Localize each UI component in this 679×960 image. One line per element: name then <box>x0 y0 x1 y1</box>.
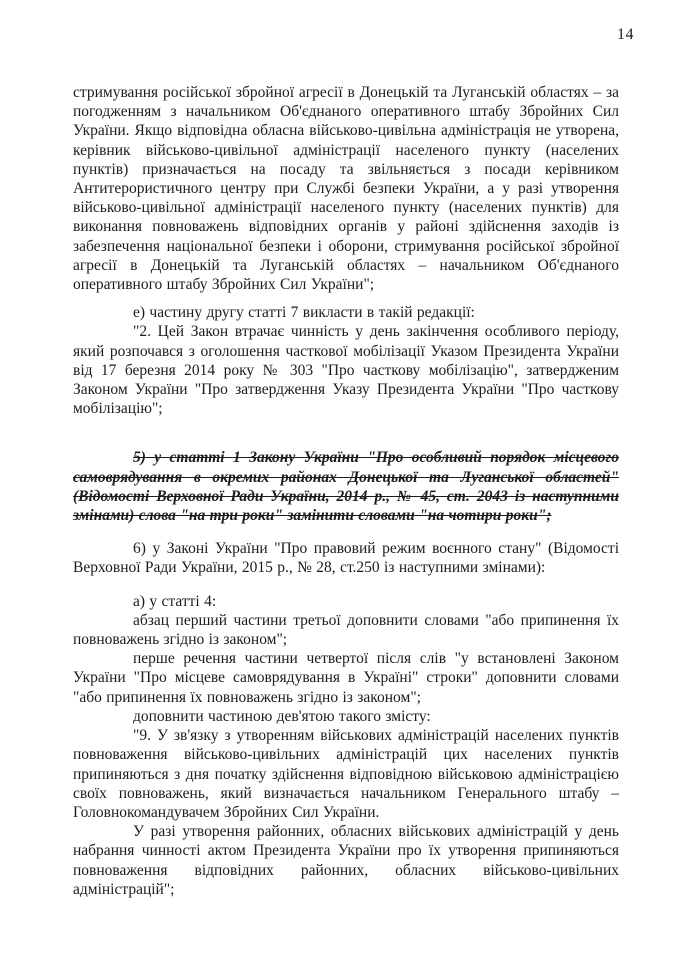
paragraph: абзац перший частини третьої доповнити словами "або припинення їх повноважень згідно із законом"; <box>73 611 619 649</box>
paragraph: а) у статті 4: <box>133 592 217 610</box>
paragraph: "2. Цей Закон втрачає чинність у день закінчення особливого періоду, який розпочався з оголошення часткової мобілізації Указом Президента України від 17 березня 2014 року № 303 "Про часткову мобілізацію", затвердженим Законом України "Про затвердження Указу Президента України "Про часткову мобілізацію"; <box>73 323 619 418</box>
page-number: 14 <box>617 26 634 43</box>
paragraph: 5) у статті 1 Закону України "Про особливий порядок місцевого самоврядування в окремих районах Донецької та Луганської областей" (Відомості Верховної Ради України, 2014 р., № 45, ст. 2043 із наступними змінами) слова "на три роки" замінити словами "на чотири роки"; <box>73 449 619 525</box>
paragraph: "9. У зв'язку з утворенням військових адміністрацій населених пунктів повноваження військово-цивільних адміністрацій цих населених пунктів припиняються з дня початку здійснення відповідною військовою адміністрацією своїх повноважень, який визначається начальником Генерального штабу – Головнокомандувачем Збройних Сил України. <box>73 727 619 821</box>
paragraph: перше речення частини четвертої після слів "у встановлені Законом України "Про місцеве самоврядування в Україні" строки" доповнити словами "або припинення їх повноважень згідно із законом"; <box>73 650 619 706</box>
paragraph: 6) у Законі України "Про правовий режим воєнного стану" (Відомості Верховної Ради України, 2015 р., № 28, ст.250 із наступними змінами): <box>73 540 619 577</box>
paragraph: стримування російської збройної агресії в Донецькій та Луганській областях – за погодженням з начальником Об'єднаного оперативного штабу Збройних Сил України. Якщо відповідна обласна військово-цивільна адміністрація не утворена, керівник військово-цивільної адміністрації населеного пункту (населених пунктів) призначається на посаду та звільняється з посади керівником Антитерористичного центру при Службі безпеки України, а у разі утворення військово-цивільної адміністрації населеного пункту (населених пунктів) для виконання повноважень відповідних органів у районі здійснення заходів із забезпечення національної безпеки і оборони, стримування російської збройної агресії в Донецькій та Луганській областях – начальником Об'єднаного оперативного штабу Збройних Сил України"; <box>73 84 619 294</box>
paragraph: доповнити частиною дев'ятою такого змісту: <box>133 707 431 725</box>
paragraph: У разі утворення районних, обласних військових адміністрацій у день набрання чинності актом Президента України про їх утворення припиняються повноваження відповідних районних, обласних військово-цивільних адміністрацій"; <box>73 823 619 898</box>
paragraph: е) частину другу статті 7 викласти в такій редакції: <box>133 304 475 322</box>
document-body <box>73 83 619 899</box>
